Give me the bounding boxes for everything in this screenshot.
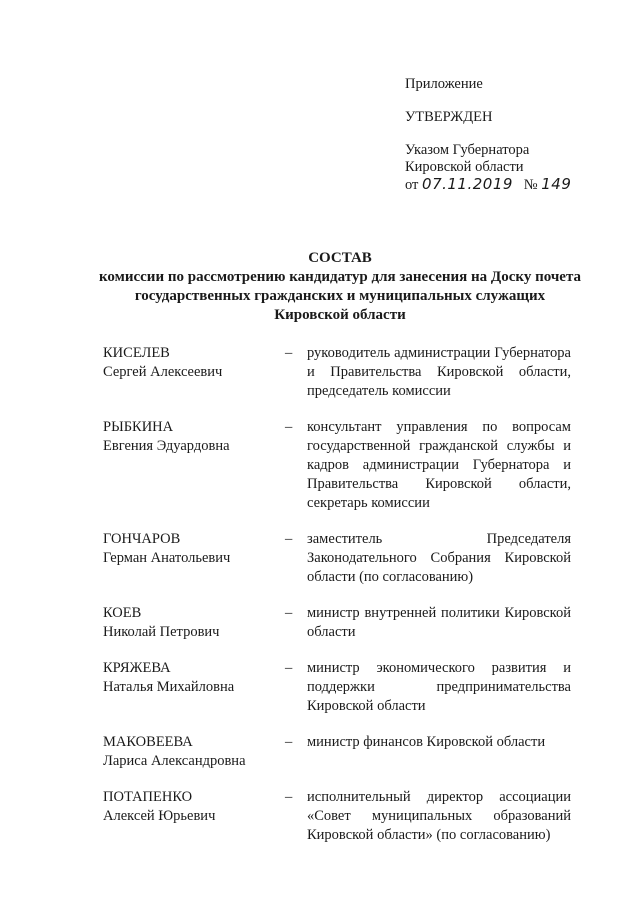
member-row — [103, 659, 573, 716]
member-name — [103, 530, 285, 568]
member-name — [103, 418, 285, 456]
member-surname: КРЯЖЕВА — [103, 660, 171, 676]
decree-number: 149 — [541, 175, 572, 193]
member-given-names: Алексей Юрьевич — [103, 808, 216, 824]
member-row — [103, 344, 573, 401]
member-row — [103, 418, 573, 513]
document-title — [80, 249, 600, 325]
title-line-2: государственных гражданских и муниципальных служащих — [134, 288, 546, 304]
member-name — [103, 604, 285, 642]
dash-separator: – — [285, 419, 293, 435]
member-surname: РЫБКИНА — [103, 419, 174, 435]
member-given-names: Евгения Эдуардовна — [103, 438, 230, 454]
appendix-label: Приложение — [405, 76, 483, 92]
from-prefix: от — [405, 177, 419, 193]
decree-line-2: Кировской области — [405, 159, 524, 175]
member-given-names: Наталья Михайловна — [103, 679, 235, 695]
member-name — [103, 344, 285, 382]
member-name — [103, 733, 285, 771]
member-name — [103, 788, 285, 826]
member-role: исполнительный директор ассоциации «Совет муниципальных образований Кировской области» (по согласованию) — [307, 789, 571, 843]
member-surname: ПОТАПЕНКО — [103, 789, 193, 805]
member-surname: КИСЕЛЕВ — [103, 345, 170, 361]
member-role: министр экономического развития и поддержки предпринимательства Кировской области — [307, 660, 571, 714]
decree-date-number — [405, 176, 571, 194]
approval-stamp — [405, 76, 571, 194]
member-role: консультант управления по вопросам государственной гражданской службы и кадров администрации Губернатора и Правительства Кировской области, секретарь комиссии — [307, 419, 571, 511]
member-row — [103, 733, 573, 771]
approved-label: УТВЕРЖДЕН — [405, 109, 493, 125]
dash-separator: – — [285, 345, 293, 361]
member-given-names: Николай Петрович — [103, 624, 220, 640]
decree-line-1: Указом Губернатора — [405, 142, 530, 158]
dash-separator: – — [285, 660, 293, 676]
members-list — [103, 344, 573, 845]
member-given-names: Лариса Александровна — [103, 753, 246, 769]
decree-date: 07.11.2019 — [422, 175, 513, 193]
member-row — [103, 604, 573, 642]
number-prefix: № — [523, 177, 538, 193]
member-surname: МАКОВЕЕВА — [103, 734, 193, 750]
member-row — [103, 788, 573, 845]
title-heading: СОСТАВ — [308, 250, 372, 266]
dash-separator: – — [285, 734, 293, 750]
member-given-names: Сергей Алексеевич — [103, 364, 223, 380]
member-name — [103, 659, 285, 697]
dash-separator: – — [285, 789, 293, 805]
member-given-names: Герман Анатольевич — [103, 550, 231, 566]
dash-separator: – — [285, 531, 293, 547]
member-role: заместитель Председателя Законодательного Собрания Кировской области (по согласованию) — [307, 531, 571, 585]
member-row — [103, 530, 573, 587]
member-surname: ГОНЧАРОВ — [103, 531, 181, 547]
member-role: министр внутренней политики Кировской области — [307, 605, 571, 640]
member-surname: КОЕВ — [103, 605, 142, 621]
dash-separator: – — [285, 605, 293, 621]
member-role: руководитель администрации Губернатора и Правительства Кировской области, председатель комиссии — [307, 345, 571, 399]
title-line-3: Кировской области — [274, 307, 406, 323]
title-line-1: комиссии по рассмотрению кандидатур для занесения на Доску почета — [98, 269, 582, 285]
member-role: министр финансов Кировской области — [307, 734, 546, 750]
